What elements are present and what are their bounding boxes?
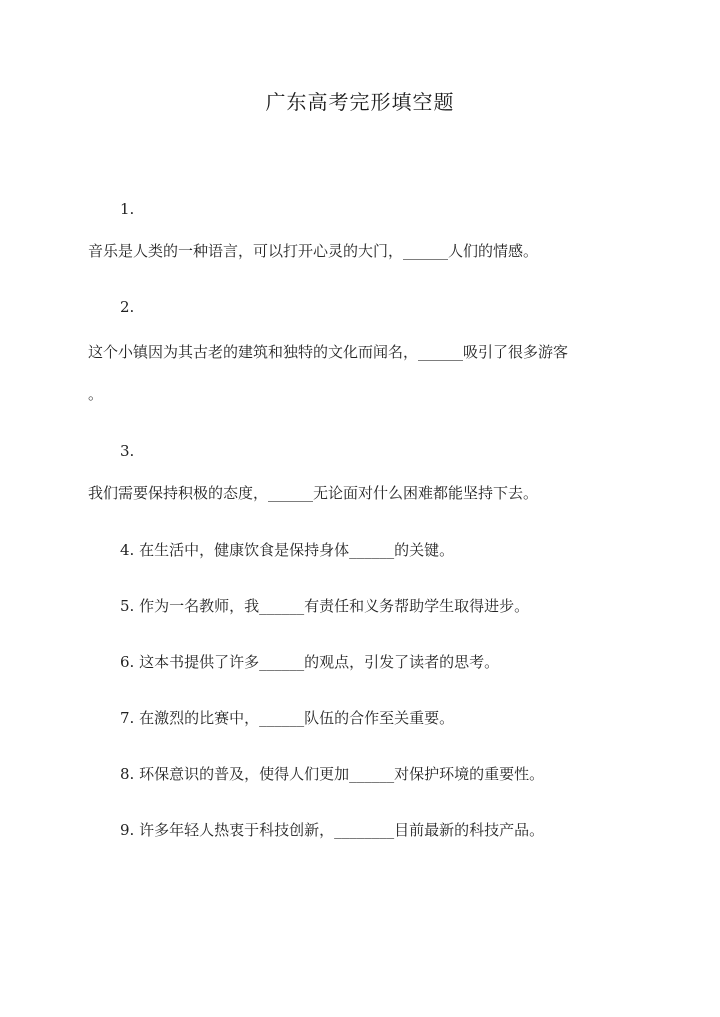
question-4-text: 4. 在生活中，健康饮食是保持身体______的关键。 xyxy=(120,541,455,559)
question-9-text: 9. 许多年轻人热衷于科技创新，________目前最新的科技产品。 xyxy=(120,821,545,839)
question-1-number: 1. xyxy=(120,200,135,218)
question-1-text: 音乐是人类的一种语言，可以打开心灵的大门，______人们的情感。 xyxy=(88,242,539,260)
page-title: 广东高考完形填空题 xyxy=(265,90,455,114)
question-2-text: 这个小镇因为其古老的建筑和独特的文化而闻名，______吸引了很多游客 xyxy=(88,343,569,361)
question-5-text: 5. 作为一名教师，我______有责任和义务帮助学生取得进步。 xyxy=(120,597,530,615)
question-2-number: 2. xyxy=(120,298,135,316)
question-3-number: 3. xyxy=(120,442,135,460)
question-7-text: 7. 在激烈的比赛中，______队伍的合作至关重要。 xyxy=(120,709,455,727)
question-3-text: 我们需要保持积极的态度，______无论面对什么困难都能坚持下去。 xyxy=(88,484,539,502)
question-2-text-continued: 。 xyxy=(88,385,104,403)
question-8-text: 8. 环保意识的普及，使得人们更加______对保护环境的重要性。 xyxy=(120,765,545,783)
question-6-text: 6. 这本书提供了许多______的观点，引发了读者的思考。 xyxy=(120,653,500,671)
